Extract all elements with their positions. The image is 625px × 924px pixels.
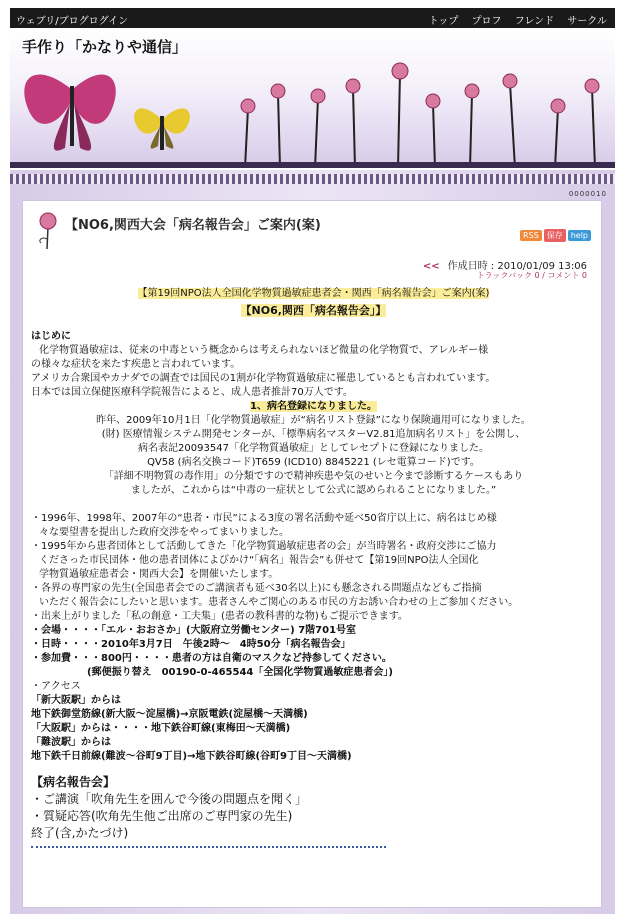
transfer-info: (郵便振り替え 00190-0-465544「全国化学物質過敏症患者会」) (87, 667, 393, 678)
feed-badges (518, 229, 591, 242)
access-list: 「新大阪駅」からは 地下鉄御堂筋線(新大阪〜淀屋橋)→京阪電鉄(淀屋橋〜天満橋) 「大阪駅」からは・・・・地下鉄谷町線(東梅田〜天満橋) 「難波駅」からは 地下鉄千日前線(難波〜谷町9丁目)→地下鉄谷町線(谷町9丁目〜天満橋) (31, 695, 352, 762)
heading-line-1: 【第19回NPO法人全国化学物質過敏症患者会・関西「病名報告会」ご案内(案) (137, 288, 490, 299)
help-badge[interactable]: help (568, 230, 591, 241)
nav-friend[interactable]: フレンド (514, 16, 555, 27)
report-title: 【病名報告会】 (31, 775, 116, 789)
rose-icon (35, 209, 61, 251)
fee-info: ・参加費・・・800円・・・・患者の方は自衛のマスクなど持参してください。 (31, 653, 392, 664)
visit-counter: 0000010 (568, 190, 607, 198)
entry-panel (22, 200, 602, 908)
prev-arrow-icon[interactable]: << (422, 261, 440, 272)
butterfly-icon (24, 74, 115, 150)
dotted-divider (31, 846, 386, 848)
login-link[interactable]: ウェブリ/ブログログイン (16, 16, 129, 27)
heading-line-2: 【NO6,関西「病名報告会」】 (240, 304, 387, 317)
entry-body (31, 287, 596, 848)
access-title: ・アクセス (31, 681, 81, 692)
venue-info: ・会場・・・・「エル・おおさか」(大阪府立労働センター) 7階701号室 (31, 625, 357, 636)
nav-profile[interactable]: プロフ (471, 16, 502, 27)
butterfly-small-icon (134, 108, 190, 150)
nav-top[interactable]: トップ (428, 16, 459, 27)
trackback-comment-link[interactable]: トラックバック 0 / コメント 0 (476, 271, 587, 280)
nav-circle[interactable]: サークル (567, 16, 607, 27)
bullet-list: ・1996年、1998年、2007年の“患者・市民”による3度の署名活動や延べ50省庁以上に、病名はじめ様 々な要望書を提出した政府交渉をやってまいりました。 ・1995年から患者団体として活動してきた「化学物質過敏症患者の会」が当時署名・政府交渉にご協力 くださった市民団体・他の患者団体によびかけ“「病名」報告会”も併せて【第19回NPO法人全国化 学物質過敏症患者会・関西大会】を開催いたします。 ・各界の専門家の先生(全国患者会でのご講演者も延べ30名以上)にも懸念される問題点などもご指摘 いただく報告会にしたいと思います。患者さんやご関心のある市民の方お誘い合わせの上ご参加ください。 ・出来上がりました「私の創意・工夫集」(患者の教科書的な物)もご提示できます。 (31, 513, 519, 622)
blog-header (10, 28, 615, 168)
decorative-border (10, 174, 615, 184)
site-title[interactable]: 手作り「かなりや通信」 (22, 38, 188, 56)
entry-date: << 作成日時 : 2010/01/09 13:06 (422, 261, 587, 272)
registered-title: 1、病名登録になりました。 (250, 401, 377, 412)
top-bar (10, 8, 615, 28)
rss-badge[interactable]: RSS (520, 230, 542, 241)
datetime-info: ・日時・・・・2010年3月7日 午後2時〜 4時50分「病名報告会」 (31, 639, 351, 650)
entry-title[interactable]: 【NO6,関西大会「病名報告会」ご案内(案) (65, 218, 321, 233)
registered-text: 昨年、2009年10月1日「化学物質過敏症」が“病名リスト登録”になり保険適用可になりました。 (財) 医療情報システム開発センターが、「標準病名マスターV2.81追加病名リスト」を公開し、 病名表記20093547「化学物質過敏症」としてレセプトに登録になりました。 QV58 (病名交換コード)T659 (ICD10) 8845221 (レセ電算コード)です。 「詳細不明物質の毒作用」の分類ですので精神疾患や気のせいと今まで診断するケースもあり ましたが、これからは“中毒の一症状として公式に認められることになりました。” (96, 415, 531, 496)
intro-title: はじめに (31, 331, 71, 342)
top-nav (419, 12, 607, 27)
report-section: 【病名報告会】 ・ご講演「吹角先生を囲んで今後の問題点を聞く」 ・質疑応答(吹角先生他ご出席のご専門家の先生) 終了(含,かたづけ) (31, 774, 596, 848)
rose-row-icon (245, 73, 595, 168)
intro-text: 化学物質過敏症は、従来の中毒という概念からは考えられないほど微量の化学物質で、アレルギー様 の様々な症状を来たす疾患と言われています。 アメリカ合衆国やカナダでの調査では国民の1割が化学物質過敏症に罹患しているとも言われています。 日本では国立保健医療科学院報告によると、成人患者推計70万人です。 (31, 345, 496, 398)
save-badge[interactable]: 保存 (544, 229, 566, 242)
